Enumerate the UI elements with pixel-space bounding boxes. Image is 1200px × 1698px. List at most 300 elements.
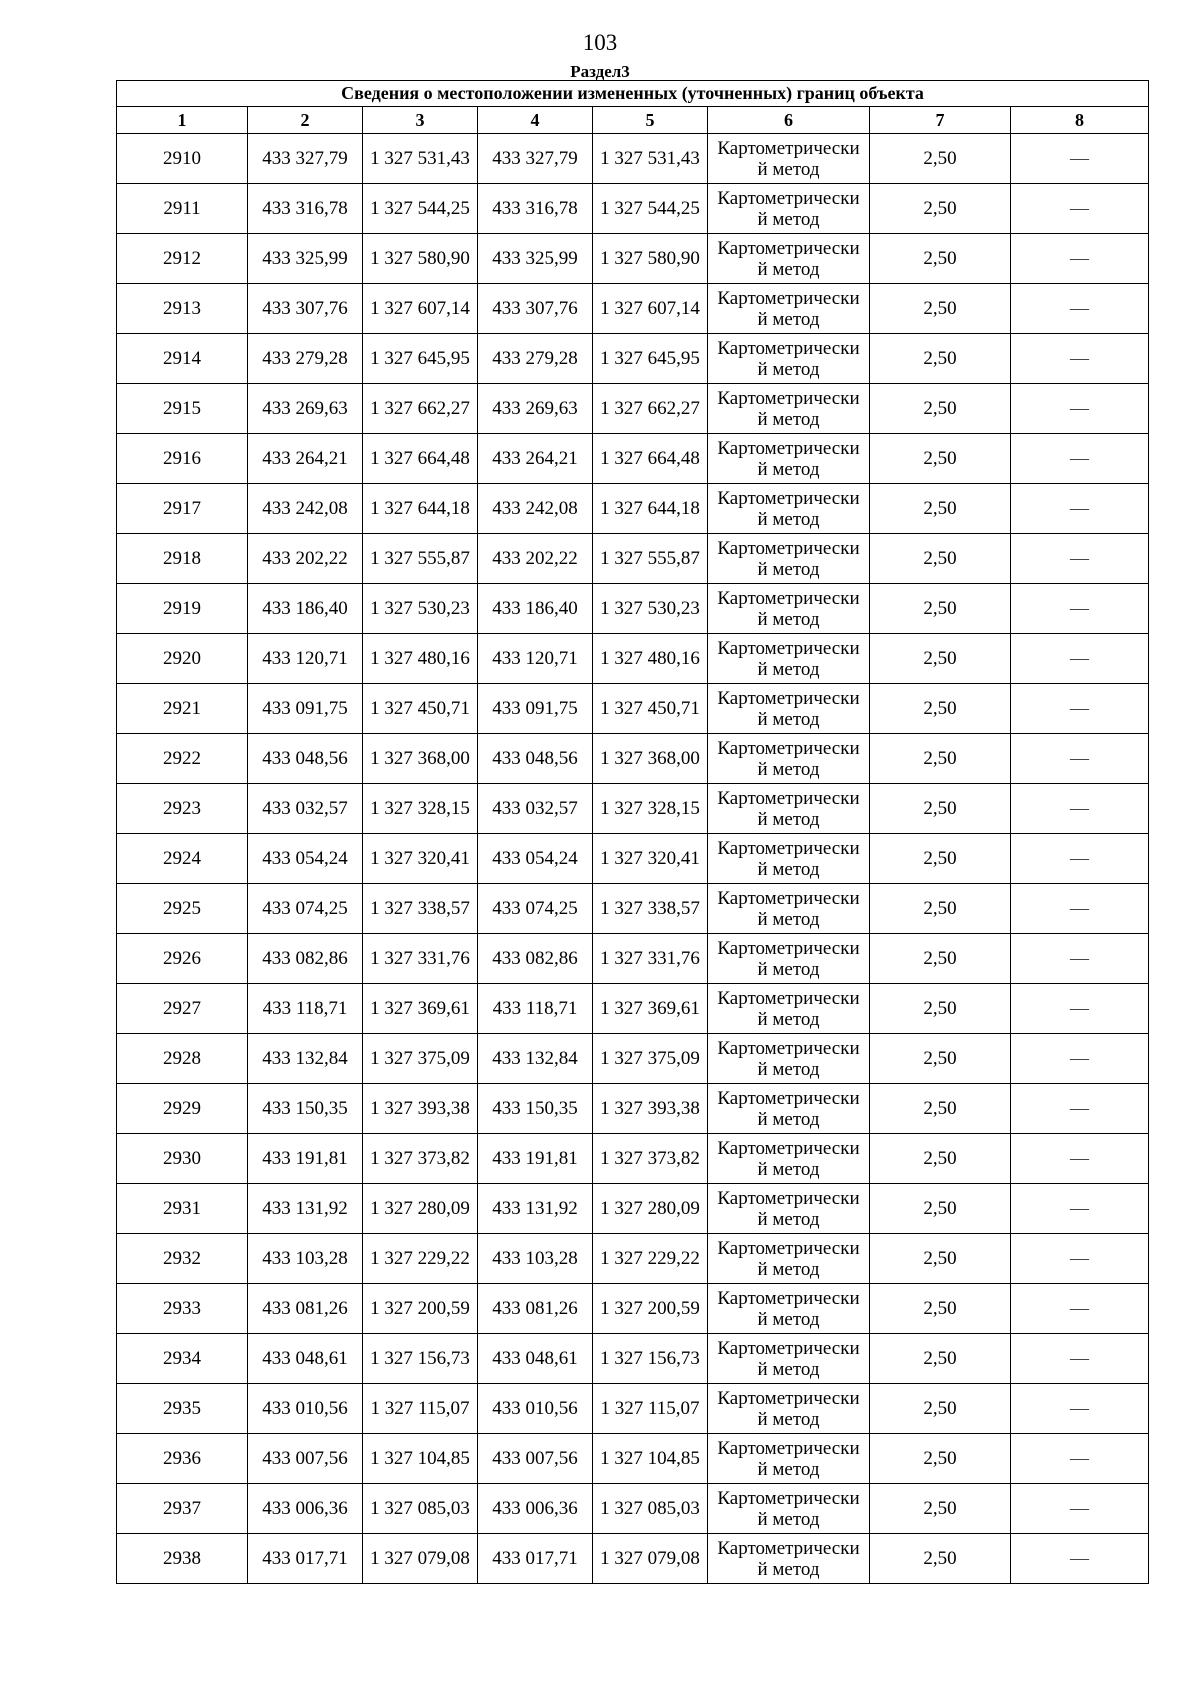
coordinate-cell: 433 074,25 [478,884,593,934]
coordinate-cell: 1 327 320,41 [363,834,478,884]
coordinate-cell: 433 017,71 [248,1534,363,1584]
method-text: Картометрически [717,287,860,309]
accuracy-cell: 2,50 [870,1534,1011,1584]
method-text: Картометрически [717,1487,860,1509]
method-cell [708,1534,870,1584]
method-text: Картометрически [717,1537,860,1559]
coordinate-cell: 1 327 644,18 [593,484,708,534]
point-number-cell: 2924 [117,834,248,884]
table-row [117,1534,1149,1584]
point-number-cell: 2914 [117,334,248,384]
description-cell: — [1011,1384,1149,1434]
column-number: 8 [1011,107,1149,134]
coordinate-cell: 433 048,56 [478,734,593,784]
method-text: й метод [757,658,820,680]
accuracy-cell: 2,50 [870,1384,1011,1434]
point-number-cell: 2911 [117,184,248,234]
coordinate-cell: 433 081,26 [478,1284,593,1334]
coordinate-cell: 433 103,28 [248,1234,363,1284]
coordinate-cell: 1 327 373,82 [363,1134,478,1184]
accuracy-cell: 2,50 [870,934,1011,984]
coordinate-cell: 433 279,28 [478,334,593,384]
table-row [117,1184,1149,1234]
method-text: Картометрически [717,537,860,559]
description-cell: — [1011,1234,1149,1284]
table-row [117,1084,1149,1134]
coordinate-cell: 1 327 644,18 [363,484,478,534]
accuracy-cell: 2,50 [870,1034,1011,1084]
accuracy-cell: 2,50 [870,134,1011,184]
method-text: Картометрически [717,637,860,659]
point-number-cell: 2923 [117,784,248,834]
table-row [117,1284,1149,1334]
table-caption-row [117,81,1149,107]
coordinate-cell: 1 327 200,59 [363,1284,478,1334]
description-cell: — [1011,884,1149,934]
method-text: й метод [757,558,820,580]
method-cell [708,1084,870,1134]
point-number-cell: 2927 [117,984,248,1034]
method-text: й метод [757,1258,820,1280]
table-row [117,634,1149,684]
coordinate-cell: 433 279,28 [248,334,363,384]
method-text: й метод [757,1508,820,1530]
method-text: Картометрически [717,1337,860,1359]
method-text: й метод [757,1008,820,1030]
table-row [117,1434,1149,1484]
coordinate-cell: 1 327 664,48 [363,434,478,484]
method-cell [708,234,870,284]
table-row [117,834,1149,884]
method-text: Картометрически [717,1187,860,1209]
point-number-cell: 2920 [117,634,248,684]
point-number-cell: 2910 [117,134,248,184]
table-row [117,534,1149,584]
method-text: Картометрически [717,687,860,709]
table-row [117,384,1149,434]
method-cell [708,1184,870,1234]
description-cell: — [1011,1284,1149,1334]
coordinate-cell: 433 191,81 [478,1134,593,1184]
point-number-cell: 2929 [117,1084,248,1134]
coordinate-cell: 1 327 530,23 [363,584,478,634]
method-text: й метод [757,1408,820,1430]
coordinate-cell: 433 118,71 [248,984,363,1034]
method-text: Картометрически [717,437,860,459]
method-text: й метод [757,1558,820,1580]
coordinate-cell: 433 325,99 [248,234,363,284]
method-text: й метод [757,1358,820,1380]
coordinate-cell: 1 327 280,09 [593,1184,708,1234]
coordinate-cell: 433 082,86 [248,934,363,984]
point-number-cell: 2932 [117,1234,248,1284]
coordinate-cell: 433 032,57 [248,784,363,834]
method-cell [708,784,870,834]
point-number-cell: 2915 [117,384,248,434]
coordinate-cell: 433 017,71 [478,1534,593,1584]
method-text: й метод [757,908,820,930]
coordinate-cell: 1 327 544,25 [593,184,708,234]
coordinate-cell: 433 202,22 [248,534,363,584]
description-cell: — [1011,134,1149,184]
coordinate-cell: 433 307,76 [478,284,593,334]
description-cell: — [1011,1534,1149,1584]
coordinate-cell: 1 327 664,48 [593,434,708,484]
coordinate-cell: 433 081,26 [248,1284,363,1334]
point-number-cell: 2938 [117,1534,248,1584]
method-text: й метод [757,158,820,180]
method-text: Картометрически [717,487,860,509]
coordinate-cell: 1 327 580,90 [593,234,708,284]
method-text: Картометрически [717,1037,860,1059]
coordinate-cell: 433 120,71 [248,634,363,684]
description-cell: — [1011,434,1149,484]
method-cell [708,1134,870,1184]
coordinate-cell: 433 048,61 [478,1334,593,1384]
coordinate-cell: 1 327 104,85 [593,1434,708,1484]
method-cell [708,1234,870,1284]
description-cell: — [1011,1084,1149,1134]
coordinate-cell: 1 327 229,22 [593,1234,708,1284]
method-text: й метод [757,408,820,430]
method-cell [708,1284,870,1334]
description-cell: — [1011,784,1149,834]
coordinate-cell: 433 010,56 [478,1384,593,1434]
accuracy-cell: 2,50 [870,384,1011,434]
description-cell: — [1011,834,1149,884]
coordinate-cell: 1 327 373,82 [593,1134,708,1184]
coordinate-cell: 433 327,79 [248,134,363,184]
method-cell [708,1334,870,1384]
point-number-cell: 2917 [117,484,248,534]
description-cell: — [1011,584,1149,634]
table-row [117,1034,1149,1084]
coordinate-cell: 433 010,56 [248,1384,363,1434]
column-number: 2 [248,107,363,134]
table-row [117,984,1149,1034]
coordinate-cell: 433 242,08 [248,484,363,534]
accuracy-cell: 2,50 [870,884,1011,934]
table-row [117,434,1149,484]
point-number-cell: 2926 [117,934,248,984]
method-cell [708,734,870,784]
coordinate-cell: 433 150,35 [248,1084,363,1134]
description-cell: — [1011,634,1149,684]
method-text: Картометрически [717,1387,860,1409]
method-text: й метод [757,708,820,730]
accuracy-cell: 2,50 [870,1234,1011,1284]
method-cell [708,1384,870,1434]
coordinate-cell: 433 007,56 [478,1434,593,1484]
coordinate-cell: 1 327 375,09 [363,1034,478,1084]
method-cell [708,634,870,684]
table-row [117,1484,1149,1534]
coordinate-cell: 1 327 369,61 [593,984,708,1034]
coordinate-cell: 433 307,76 [248,284,363,334]
method-text: Картометрически [717,937,860,959]
coordinate-cell: 1 327 607,14 [363,284,478,334]
point-number-cell: 2913 [117,284,248,334]
method-text: Картометрически [717,837,860,859]
coordinate-cell: 433 264,21 [478,434,593,484]
method-cell [708,584,870,634]
accuracy-cell: 2,50 [870,284,1011,334]
coordinate-cell: 1 327 393,38 [363,1084,478,1134]
description-cell: — [1011,334,1149,384]
column-number: 7 [870,107,1011,134]
point-number-cell: 2922 [117,734,248,784]
coordinate-cell: 1 327 531,43 [593,134,708,184]
method-text: й метод [757,608,820,630]
column-number: 1 [117,107,248,134]
coordinate-cell: 1 327 280,09 [363,1184,478,1234]
method-cell [708,384,870,434]
coordinate-cell: 433 186,40 [478,584,593,634]
accuracy-cell: 2,50 [870,484,1011,534]
table-row [117,734,1149,784]
method-cell [708,134,870,184]
coordinate-cell: 1 327 156,73 [593,1334,708,1384]
accuracy-cell: 2,50 [870,984,1011,1034]
coordinate-cell: 1 327 480,16 [363,634,478,684]
coordinate-cell: 433 007,56 [248,1434,363,1484]
point-number-cell: 2935 [117,1384,248,1434]
coordinate-cell: 1 327 079,08 [593,1534,708,1584]
coordinate-cell: 1 327 229,22 [363,1234,478,1284]
coordinate-cell: 433 242,08 [478,484,593,534]
description-cell: — [1011,1184,1149,1234]
coordinate-cell: 1 327 480,16 [593,634,708,684]
coordinate-cell: 433 269,63 [248,384,363,434]
coordinate-cell: 433 131,92 [478,1184,593,1234]
coordinate-cell: 433 327,79 [478,134,593,184]
table-body [117,134,1149,1584]
column-number-row [117,107,1149,134]
section-title: Раздел3 [570,62,630,81]
method-text: й метод [757,208,820,230]
table-row [117,334,1149,384]
coordinate-cell: 1 327 328,15 [363,784,478,834]
coordinate-cell: 433 091,75 [248,684,363,734]
coordinate-cell: 1 327 450,71 [363,684,478,734]
method-text: й метод [757,958,820,980]
method-text: й метод [757,258,820,280]
coordinate-cell: 1 327 115,07 [593,1384,708,1434]
method-cell [708,184,870,234]
table-row [117,284,1149,334]
table-row [117,1234,1149,1284]
accuracy-cell: 2,50 [870,1134,1011,1184]
coordinate-cell: 1 327 338,57 [593,884,708,934]
method-text: Картометрически [717,737,860,759]
accuracy-cell: 2,50 [870,1334,1011,1384]
coordinate-cell: 1 327 645,95 [363,334,478,384]
method-cell [708,934,870,984]
table-row [117,234,1149,284]
coordinate-cell: 433 120,71 [478,634,593,684]
method-text: Картометрически [717,987,860,1009]
method-text: й метод [757,858,820,880]
point-number-cell: 2936 [117,1434,248,1484]
description-cell: — [1011,484,1149,534]
description-cell: — [1011,684,1149,734]
coordinate-cell: 1 327 104,85 [363,1434,478,1484]
point-number-cell: 2921 [117,684,248,734]
method-text: Картометрически [717,237,860,259]
description-cell: — [1011,1034,1149,1084]
coordinate-cell: 433 325,99 [478,234,593,284]
coordinate-cell: 433 048,61 [248,1334,363,1384]
table-caption: Сведения о местоположении измененных (уточненных) границ объекта [117,81,1149,107]
method-cell [708,1034,870,1084]
method-text: Картометрически [717,387,860,409]
point-number-cell: 2918 [117,534,248,584]
coordinate-cell: 1 327 662,27 [363,384,478,434]
method-cell [708,534,870,584]
method-cell [708,334,870,384]
method-cell [708,1434,870,1484]
method-text: Картометрически [717,887,860,909]
description-cell: — [1011,734,1149,784]
coordinate-cell: 433 191,81 [248,1134,363,1184]
coordinate-cell: 433 082,86 [478,934,593,984]
method-text: Картометрически [717,1137,860,1159]
coordinate-cell: 1 327 200,59 [593,1284,708,1334]
coordinate-cell: 1 327 393,38 [593,1084,708,1134]
method-text: й метод [757,1208,820,1230]
method-text: й метод [757,358,820,380]
coordinate-cell: 1 327 645,95 [593,334,708,384]
method-text: Картометрически [717,337,860,359]
point-number-cell: 2925 [117,884,248,934]
coordinate-cell: 433 118,71 [478,984,593,1034]
point-number-cell: 2930 [117,1134,248,1184]
accuracy-cell: 2,50 [870,1484,1011,1534]
method-text: Картометрически [717,137,860,159]
coordinate-cell: 1 327 450,71 [593,684,708,734]
method-cell [708,434,870,484]
coordinate-cell: 1 327 320,41 [593,834,708,884]
boundary-table [116,80,1149,1584]
coordinate-cell: 1 327 580,90 [363,234,478,284]
accuracy-cell: 2,50 [870,1434,1011,1484]
coordinate-cell: 1 327 331,76 [363,934,478,984]
accuracy-cell: 2,50 [870,684,1011,734]
coordinate-cell: 433 074,25 [248,884,363,934]
method-text: Картометрически [717,187,860,209]
table-row [117,934,1149,984]
coordinate-cell: 1 327 375,09 [593,1034,708,1084]
point-number-cell: 2933 [117,1284,248,1334]
method-cell [708,684,870,734]
point-number-cell: 2912 [117,234,248,284]
coordinate-cell: 1 327 369,61 [363,984,478,1034]
description-cell: — [1011,934,1149,984]
table-row [117,134,1149,184]
method-text: й метод [757,808,820,830]
column-number: 5 [593,107,708,134]
table-row [117,584,1149,634]
coordinate-cell: 433 103,28 [478,1234,593,1284]
coordinate-cell: 1 327 328,15 [593,784,708,834]
point-number-cell: 2931 [117,1184,248,1234]
coordinate-cell: 1 327 531,43 [363,134,478,184]
accuracy-cell: 2,50 [870,784,1011,834]
description-cell: — [1011,1334,1149,1384]
method-text: Картометрически [717,1087,860,1109]
table-row [117,1134,1149,1184]
column-number: 4 [478,107,593,134]
accuracy-cell: 2,50 [870,584,1011,634]
description-cell: — [1011,534,1149,584]
page-number: 103 [582,30,618,55]
coordinate-cell: 433 269,63 [478,384,593,434]
coordinate-cell: 1 327 338,57 [363,884,478,934]
method-text: й метод [757,1158,820,1180]
method-text: Картометрически [717,1287,860,1309]
method-text: Картометрически [717,1237,860,1259]
table-row [117,684,1149,734]
coordinate-cell: 433 131,92 [248,1184,363,1234]
coordinate-cell: 1 327 115,07 [363,1384,478,1434]
coordinate-cell: 1 327 368,00 [593,734,708,784]
accuracy-cell: 2,50 [870,434,1011,484]
accuracy-cell: 2,50 [870,734,1011,784]
method-text: Картометрически [717,787,860,809]
coordinate-cell: 1 327 085,03 [363,1484,478,1534]
table-row [117,1384,1149,1434]
method-cell [708,834,870,884]
method-text: й метод [757,1058,820,1080]
method-text: Картометрически [717,587,860,609]
coordinate-cell: 433 202,22 [478,534,593,584]
description-cell: — [1011,1434,1149,1484]
accuracy-cell: 2,50 [870,184,1011,234]
method-text: й метод [757,758,820,780]
method-text: й метод [757,308,820,330]
coordinate-cell: 433 054,24 [478,834,593,884]
coordinate-cell: 1 327 085,03 [593,1484,708,1534]
method-cell [708,284,870,334]
accuracy-cell: 2,50 [870,1284,1011,1334]
coordinate-cell: 433 048,56 [248,734,363,784]
method-cell [708,484,870,534]
description-cell: — [1011,384,1149,434]
table-row [117,184,1149,234]
point-number-cell: 2937 [117,1484,248,1534]
table-row [117,884,1149,934]
accuracy-cell: 2,50 [870,334,1011,384]
method-text: й метод [757,458,820,480]
method-cell [708,1484,870,1534]
coordinate-cell: 433 054,24 [248,834,363,884]
coordinate-cell: 433 186,40 [248,584,363,634]
method-text: й метод [757,508,820,530]
coordinate-cell: 433 264,21 [248,434,363,484]
accuracy-cell: 2,50 [870,1084,1011,1134]
coordinate-cell: 1 327 555,87 [593,534,708,584]
table-row [117,484,1149,534]
coordinate-cell: 1 327 662,27 [593,384,708,434]
coordinate-cell: 433 132,84 [248,1034,363,1084]
column-number: 6 [708,107,870,134]
description-cell: — [1011,234,1149,284]
accuracy-cell: 2,50 [870,634,1011,684]
coordinate-cell: 433 132,84 [478,1034,593,1084]
coordinate-cell: 1 327 368,00 [363,734,478,784]
column-number: 3 [363,107,478,134]
coordinate-cell: 433 316,78 [478,184,593,234]
